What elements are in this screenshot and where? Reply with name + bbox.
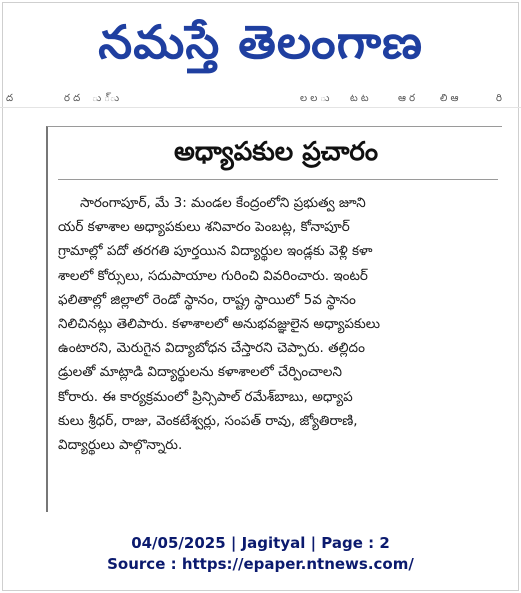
article-line: విద్యార్థులు పాల్గొన్నారు. bbox=[58, 437, 183, 454]
clipping-footer bbox=[0, 533, 521, 575]
strip-fragment: ు ్ు bbox=[92, 93, 120, 104]
article-line: కులు శ్రీధర్, రాజు, వెంకటేశ్వర్లు, సంపత్ రావు, జ్యోతిరాణి, bbox=[58, 412, 358, 429]
newspaper-logo: నమస్తే తెలంగాణ bbox=[98, 15, 423, 69]
article-line: సారంగాపూర్, మే 3: మండల కేంద్రంలోని ప్రభుత్వ జూని bbox=[80, 195, 366, 211]
strip-fragment: ల ల ు bbox=[300, 93, 330, 104]
article-line: డ్రులతో మాట్లాడి విద్యార్థులను కళాశాలలో చేర్పించాలని bbox=[58, 364, 342, 381]
article-line: గ్రామాల్లో పదో తరగతి పూర్తయిన విద్యార్థుల ఇండ్లకు వెళ్లి కళా bbox=[58, 243, 373, 260]
article-line: నిలిచినట్లు తెలిపారు. కళాశాలలో అనుభవజ్ఞులైన అధ్యాపకులు bbox=[58, 316, 380, 333]
article-headline: అధ్యాపకుల ప్రచారం bbox=[173, 137, 379, 167]
article-line: కోరారు. ఈ కార్యక్రమంలో ప్రిన్సిపాల్ రమేశ్‌బాబు, అధ్యాప bbox=[58, 388, 353, 405]
news-clipping bbox=[46, 126, 502, 512]
masthead bbox=[0, 6, 521, 78]
article-line: ఉంటారని, మెరుగైన విద్యాబోధన చేస్తారని చెప్పారు. తల్లిదం bbox=[58, 340, 365, 357]
strip-fragment: ద bbox=[6, 93, 14, 104]
edition-meta: 04/05/2025 | Jagityal | Page : 2 bbox=[131, 534, 390, 552]
strip-fragment: లి ఆ bbox=[440, 93, 459, 104]
strip-fragment: ర ద bbox=[64, 93, 81, 104]
article-line: ఫలితాల్లో జిల్లాలో రెండో స్థానం, రాష్ట్ర స్థాయిలో 5వ స్థానం bbox=[58, 291, 356, 308]
article-body bbox=[58, 191, 498, 457]
source-link[interactable]: Source : https://epaper.ntnews.com/ bbox=[107, 555, 414, 573]
article-line: యర్ కళాశాల అధ్యాపకులు శనివారం పెంబట్ల, కోనాపూర్ bbox=[58, 219, 350, 236]
strip-fragment: ట ట bbox=[350, 93, 369, 104]
cropped-text-strip bbox=[0, 92, 521, 108]
headline-divider bbox=[58, 179, 498, 180]
strip-fragment: రి bbox=[496, 93, 502, 104]
article-line: శాలలో కోర్సులు, సదుపాయాల గురించి వివరించారు. ఇంటర్ bbox=[58, 267, 368, 284]
strip-fragment: ఆ ర bbox=[398, 93, 416, 104]
